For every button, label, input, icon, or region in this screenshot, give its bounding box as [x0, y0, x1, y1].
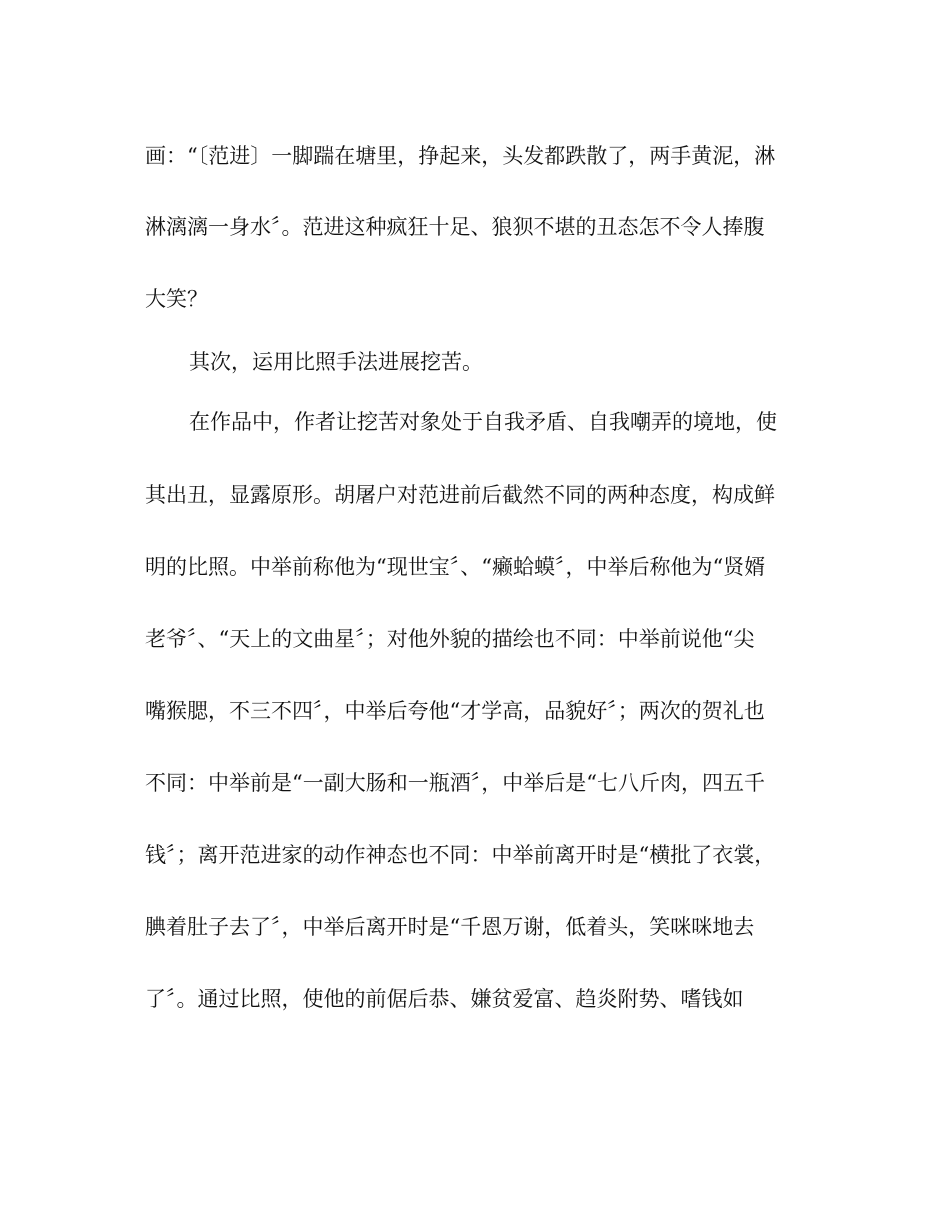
text-line: 老爷〞、“天上的文曲星〞；对他外貌的描绘也不同：中举前说他“尖 — [145, 627, 755, 651]
paragraph-first-line: 其次，运用比照手法进展挖苦。 — [189, 350, 483, 374]
paragraph-first-line: 在作品中，作者让挖苦对象处于自我矛盾、自我嘲弄的境地，使 — [189, 410, 777, 434]
text-line: 了〞。通过比照，使他的前倨后恭、嫌贫爱富、趋炎附势、嗜钱如 — [145, 987, 744, 1011]
text-line: 不同：中举前是“一副大肠和一瓶酒〞，中举后是“七八斤肉，四五千 — [145, 771, 765, 795]
text-line: 腆着肚子去了〞，中举后离开时是“千恩万谢，低着头，笑咪咪地去 — [145, 915, 755, 939]
text-line: 大笑？ — [145, 287, 208, 311]
text-line: 钱〞；离开范进家的动作神态也不同：中举前离开时是“横批了衣裳， — [145, 843, 776, 867]
text-line: 明的比照。中举前称他为“现世宝〞、“癞蛤蟆〞，中举后称他为“贤婿 — [145, 555, 766, 579]
text-line: 淋漓漓一身水〞。范进这种疯狂十足、狼狈不堪的丑态怎不令人捧腹 — [145, 215, 765, 239]
text-line: 嘴猴腮，不三不四〞，中举后夸他“才学高，品貌好〞；两次的贺礼也 — [145, 699, 765, 723]
text-line: 其出丑，显露原形。胡屠户对范进前后截然不同的两种态度，构成鲜 — [145, 483, 775, 507]
text-line: 画：“〔范进〕一脚踹在塘里，挣起来，头发都跌散了，两手黄泥，淋 — [145, 144, 776, 168]
